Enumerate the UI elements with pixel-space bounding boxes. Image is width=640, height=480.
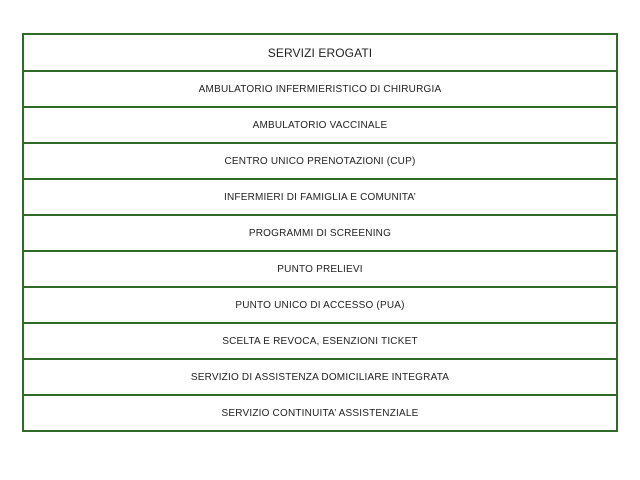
service-cell: AMBULATORIO INFERMIERISTICO DI CHIRURGIA <box>23 71 617 107</box>
service-cell: PUNTO PRELIEVI <box>23 251 617 287</box>
service-cell: PROGRAMMI DI SCREENING <box>23 215 617 251</box>
table-row <box>23 395 617 431</box>
service-cell: SCELTA E REVOCA, ESENZIONI TICKET <box>23 323 617 359</box>
table-row <box>23 323 617 359</box>
table-row <box>23 107 617 143</box>
table-header-row <box>23 34 617 71</box>
table-row <box>23 287 617 323</box>
service-cell: PUNTO UNICO DI ACCESSO (PUA) <box>23 287 617 323</box>
service-cell: CENTRO UNICO PRENOTAZIONI (CUP) <box>23 143 617 179</box>
service-cell: SERVIZIO DI ASSISTENZA DOMICILIARE INTEGRATA <box>23 359 617 395</box>
service-cell: AMBULATORIO VACCINALE <box>23 107 617 143</box>
table-row <box>23 179 617 215</box>
table-row <box>23 143 617 179</box>
table-title: SERVIZI EROGATI <box>23 34 617 71</box>
service-cell: SERVIZIO CONTINUITA’ ASSISTENZIALE <box>23 395 617 431</box>
service-cell: INFERMIERI DI FAMIGLIA E COMUNITA’ <box>23 179 617 215</box>
services-table <box>22 33 618 432</box>
table-row <box>23 71 617 107</box>
table-row <box>23 359 617 395</box>
table-row <box>23 251 617 287</box>
table-row <box>23 215 617 251</box>
